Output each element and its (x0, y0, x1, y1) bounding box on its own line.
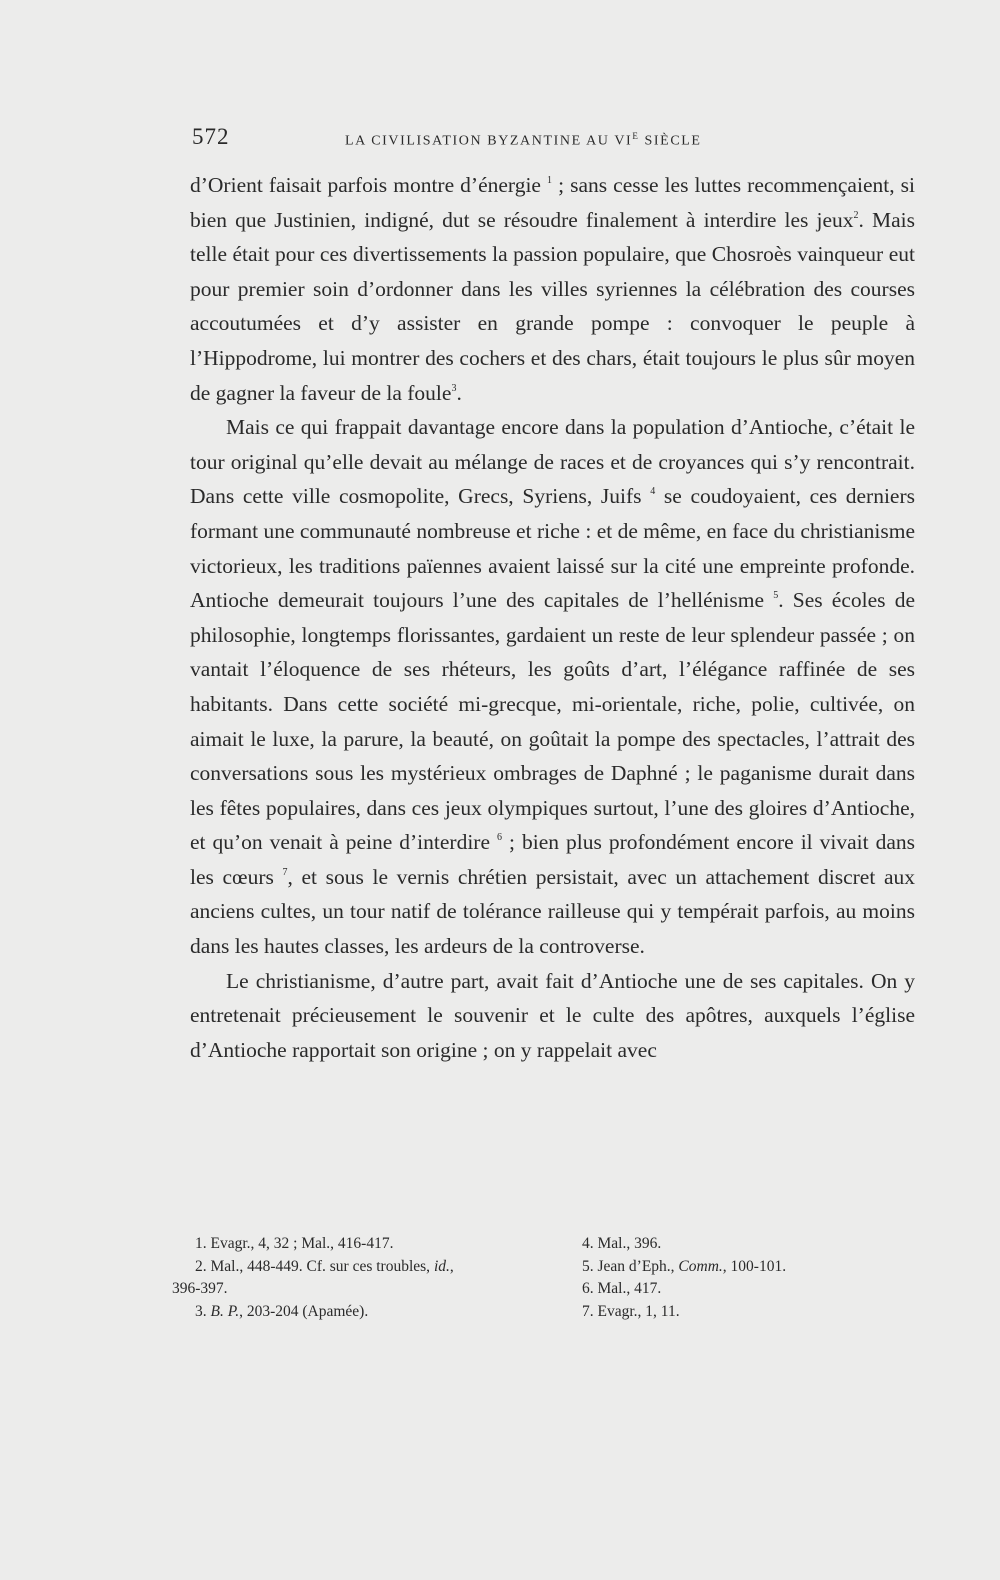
footnote-ref: 3 (451, 382, 457, 394)
footnote-ref: 5 (773, 590, 779, 602)
body-text (190, 168, 915, 1067)
paragraph-text: Le christianisme, d’autre part, avait fait d’Antioche une de ses capitales. On y entretenait précieusement le souvenir et le culte des apôtres, auxquels l’église d’Antioche rapportait son origine ; on y rappelait avec (190, 968, 915, 1062)
running-title-sup: E (632, 131, 640, 141)
footnote-text: 396-397. (172, 1280, 228, 1297)
paragraph-text: Mais ce qui frappait davantage encore dans la population d’Antioche, c’était le tour original qu’elle devait au mélange de races et de croyances qui s’y rencontrait. Dans cette ville cosmopolite, Grecs, Syriens, Juifs (190, 415, 915, 509)
paragraph-text: . Mais telle était pour ces divertissements la passion populaire, que Chosroès vainqueur eut pour premier soin d’ordonner dans les villes syriennes la célébration des courses accoutumées et d’y assister en grande pompe : convoquer le peuple à l’Hippodrome, lui montrer des cochers et des chars, était toujours le plus sûr moyen de gagner la faveur de la foule (190, 207, 915, 405)
footnote-text: , 100-101. (722, 1257, 787, 1275)
footnote (172, 1256, 542, 1279)
footnote (582, 1278, 872, 1301)
paragraph (190, 964, 915, 1068)
paragraph-text: . Ses écoles de philosophie, longtemps florissantes, gardaient un reste de leur splendeur passée ; on vantait l’éloquence de ses rhéteurs, les goûts d’art, l’élégance raffinée de ses habitants. Dans cette société mi-grecque, mi-orientale, riche, polie, cultivée, on aimait le luxe, la parure, la beauté, on goûtait la pompe des spectacles, l’attrait des conversations sous les mystérieux ombrages de Daphné ; le paganisme durait dans les fêtes populaires, dans ces jeux olympiques surtout, l’une des gloires d’Antioche, et qu’on venait à peine d’interdire (190, 588, 915, 855)
paragraph-text: , et sous le vernis chrétien persistait, avec un attachement discret aux anciens cultes, un tour natif de tolérance railleuse qui y tempérait parfois, au moins dans les hautes classes, les ardeurs de la controverse. (190, 864, 915, 959)
footnote-italic: B. P. (210, 1302, 240, 1320)
paragraph-text: ; sans cesse les luttes recommençaient, si bien que Justinien, indigné, dut se résoudre finalement à interdire les jeux (190, 173, 915, 232)
paragraph (190, 410, 915, 964)
footnote-text: , (449, 1257, 454, 1275)
footnote-italic: Comm. (678, 1257, 723, 1275)
footnotes-left-column (172, 1233, 542, 1323)
footnote (582, 1301, 872, 1324)
footnote-text: 4. Mal., 396. (582, 1235, 662, 1252)
footnote-ref: 6 (497, 832, 503, 844)
footnote-ref: 1 (547, 175, 553, 186)
paragraph-text: . (456, 380, 462, 405)
paragraph-text: ; bien plus profondément encore il vivait dans les cœurs (190, 830, 916, 889)
footnote (582, 1256, 872, 1279)
footnotes-right-column (582, 1233, 872, 1323)
footnote-text: 2. Mal., 448-449. Cf. sur ces troubles, (195, 1257, 434, 1275)
footnotes (172, 1233, 872, 1343)
running-title-end: SIÈCLE (639, 133, 702, 149)
footnote-ref: 7 (282, 866, 288, 878)
footnote-number: 3. (195, 1302, 211, 1320)
footnote-text: 5. Jean d’Eph., (582, 1257, 679, 1275)
footnote-ref: 2 (853, 209, 859, 221)
footnote-text: 7. Evagr., 1, 11. (582, 1302, 680, 1320)
footnote-italic: id. (433, 1257, 450, 1275)
footnote-text: 6. Mal., 417. (582, 1280, 662, 1297)
paragraph-text: se coudoyaient, ces derniers formant une communauté nombreuse et riche : et de même, en face du christianisme victorieux, les traditions païennes avaient laissé sur la cité une empreinte profonde. Antioche demeurait toujours l’une des capitales de l’hellénisme (190, 484, 915, 613)
running-title-main: LA CIVILISATION BYZANTINE AU VI (345, 133, 633, 149)
paragraph (190, 168, 915, 410)
footnote-text: , 203-204 (Apamée). (239, 1302, 369, 1320)
footnote (172, 1278, 542, 1301)
footnote-text: 1. Evagr., 4, 32 ; Mal., 416-417. (195, 1235, 394, 1252)
page-number: 572 (192, 124, 230, 149)
footnote (582, 1233, 872, 1256)
footnote (172, 1233, 542, 1256)
running-title (345, 131, 702, 150)
paragraph-text: d’Orient faisait parfois montre d’énergie (190, 173, 548, 197)
page-header (192, 124, 762, 154)
footnote-ref: 4 (650, 486, 656, 498)
footnote (172, 1301, 542, 1324)
